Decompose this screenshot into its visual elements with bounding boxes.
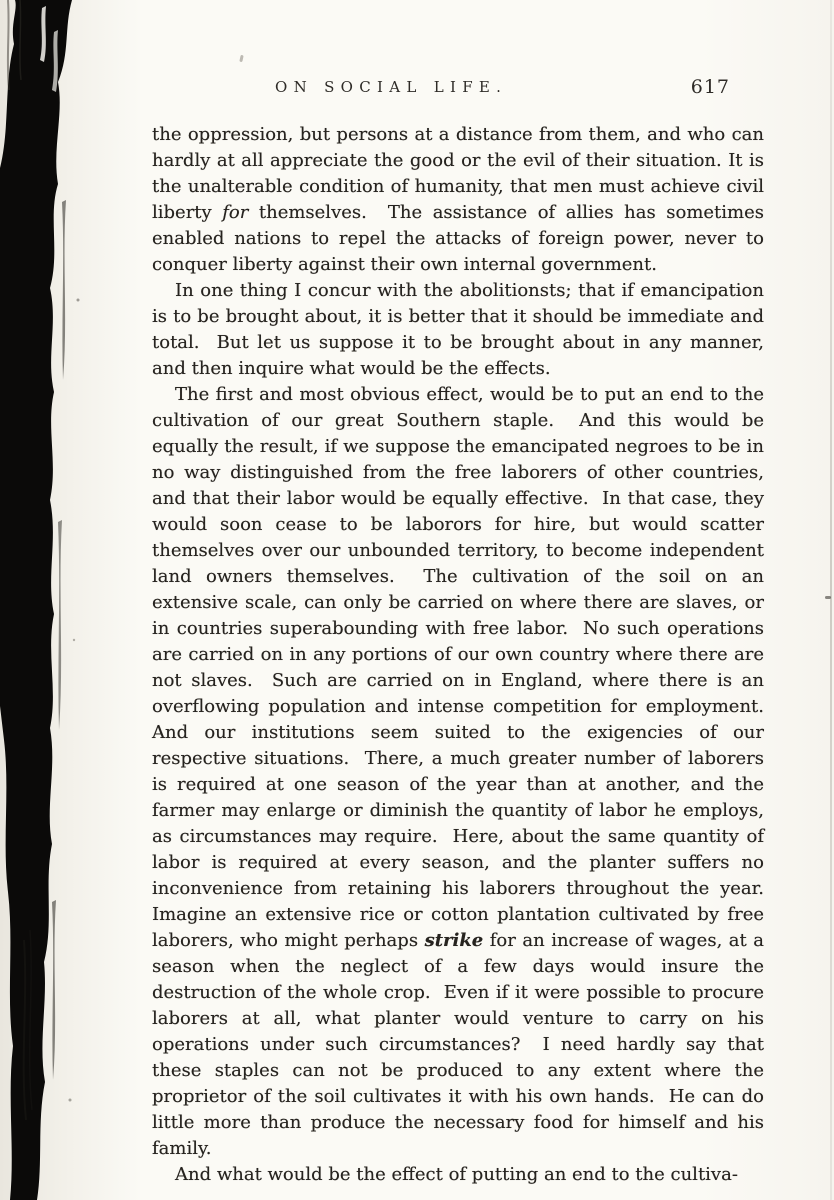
text-segment: The first and most obvious effect, would be to put an end to the cultivation of our great Southern staple. And this would be equally the result, if we suppose the emancipated negroes to be in no way distinguished from the free laborers of other countries, and that their labor would be equally effective. In that case, they would soon cease to be laborors for hire, but would scatter themselves over our unbounded territory, to become independent land owners themselves. The cultivation of the soil on an extensive scale, can only be carried on where there are slaves, or in countries superabounding with free labor. No such operations are carried on in any portions of our own country where there are not slaves. Such are carried on in England, where there is an overflowing population and intense competition for employment. And our institutions seem suited to the exigencies of our respective situations. There, a much greater number of laborers is required at one season of the year than at another, and the farmer may enlarge or diminish the quantity of labor he employs, as circumstances may require. Here, about the same quantity of labor is required at every season, and the planter suffers no inconvenience from retaining his laborers throughout the year. Imagine an extensive rice or cotton plantation cultivated by free laborers, who might perhaps xyxy=(152,384,776,951)
page-body xyxy=(152,122,776,1188)
text-segment: strike xyxy=(424,930,484,951)
page-number: 617 xyxy=(690,76,730,98)
paragraph xyxy=(152,1162,764,1188)
scan-binding-artifact xyxy=(0,0,90,1200)
scan-edge-line xyxy=(830,0,832,1200)
running-header: ON SOCIAL LIFE. xyxy=(275,78,508,96)
scan-speck xyxy=(239,55,243,62)
text-segment: the oppression, but persons at a distance from them, and who can hardly at all appreciate the good or the evil of their situation. It is the unalterable condition of humanity, that men must achieve civil liberty xyxy=(152,124,770,223)
text-segment: for an increase of wages, at a season when the neglect of a few days would insure the destruction of the whole crop. Even if it were possible to procure laborers at all, what planter would venture to carry on his operations under such circumstances? I need hardly say that these staples can not be produced to any extent where the proprietor of the soil cultivates it with his own hands. He can do little more than produce the necessary food for himself and his family. xyxy=(152,930,770,1159)
paragraph xyxy=(152,278,770,382)
text-segment: In one thing I concur with the abolitionsts; that if emancipation is to be brought about, it is better that it should be immediate and total. But let us suppose it to be brought about in any manner, and then inquire what would be the effects. xyxy=(152,280,770,379)
scan-speck xyxy=(825,596,831,599)
text-segment: for xyxy=(222,202,249,223)
page-header xyxy=(152,78,764,100)
text-segment: themselves. The assistance of allies has sometimes enabled nations to repel the attacks of foreign power, never to conquer liberty against their own internal government. xyxy=(152,202,770,275)
paragraph xyxy=(152,382,776,1162)
text-segment: And what would be the effect of putting an end to the cultiva- xyxy=(175,1164,738,1185)
text-column xyxy=(152,76,776,1188)
paragraph xyxy=(152,122,770,278)
